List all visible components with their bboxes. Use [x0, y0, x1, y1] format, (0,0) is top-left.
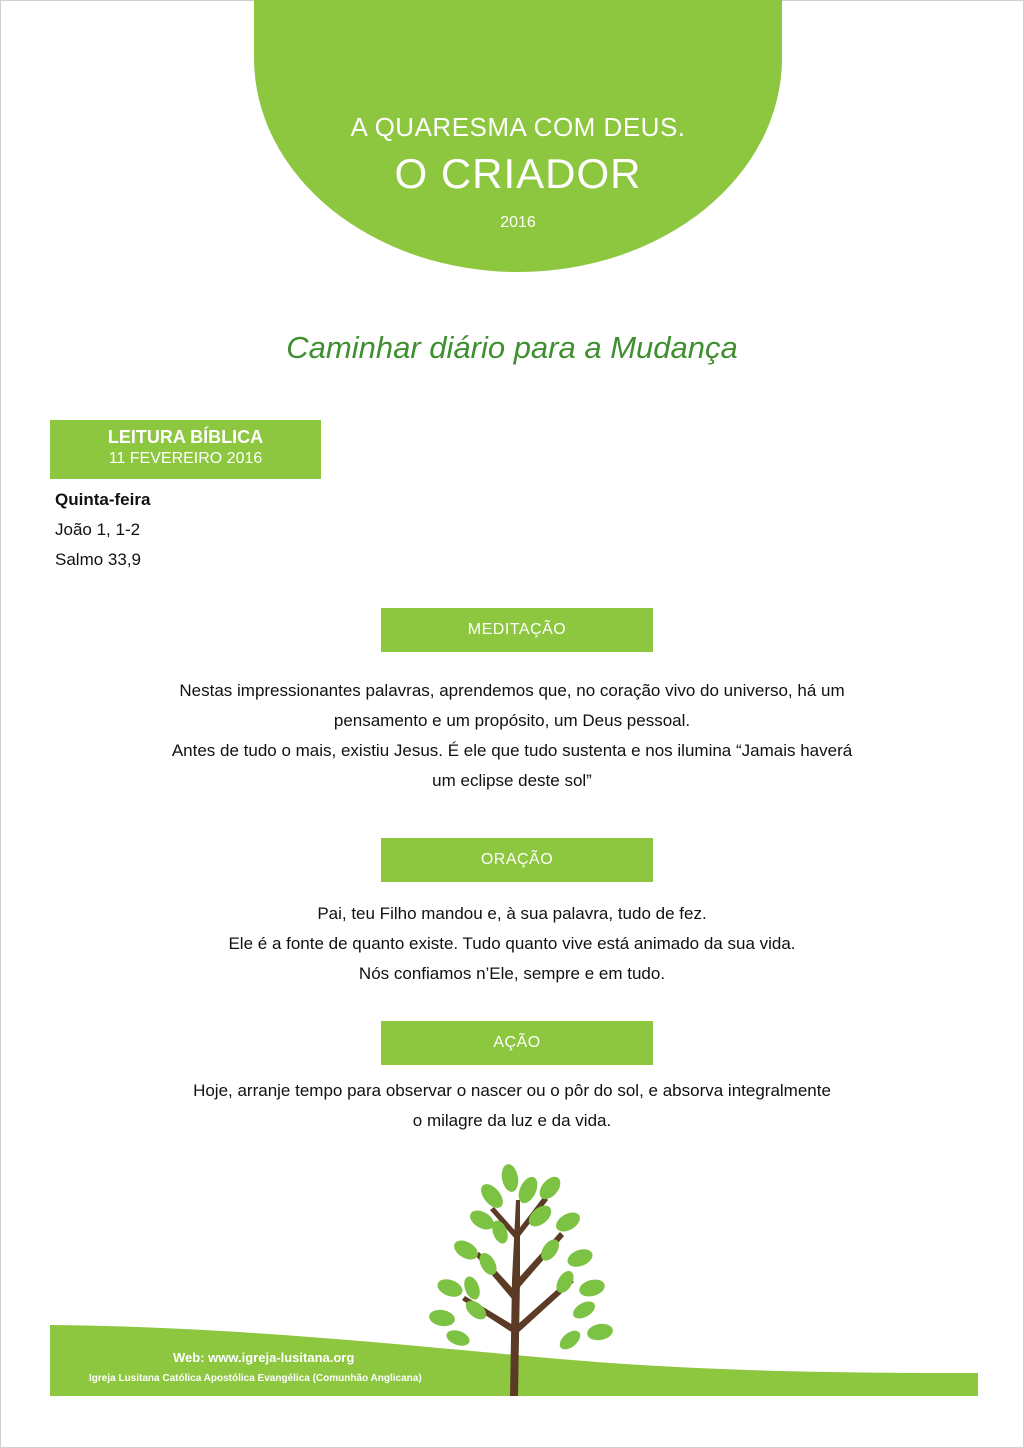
action-line: o milagre da luz e da vida.	[412, 1111, 612, 1130]
reading-reference: Salmo 33,9	[55, 550, 141, 569]
reading-title: LEITURA BÍBLICA	[107, 427, 264, 447]
meditation-header: MEDITAÇÃO	[381, 608, 653, 652]
reading-reference: João 1, 1-2	[55, 520, 141, 539]
reading-date: 11 FEVEREIRO 2016	[108, 450, 263, 467]
meditation-line: Antes de tudo o mais, existiu Jesus. É ele que tudo sustenta e nos ilumina “Jamais haverá	[171, 741, 853, 760]
meditation-line: Nestas impressionantes palavras, aprendemos que, no coração vivo do universo, há um	[179, 681, 845, 700]
header-title-line2: O CRIADOR	[394, 150, 642, 197]
action-text	[0, 1076, 1024, 1136]
header-title-line1: A QUARESMA COM DEUS.	[350, 112, 686, 142]
meditation-line: pensamento e um propósito, um Deus pessoal.	[333, 711, 691, 730]
tree-icon	[420, 1160, 620, 1396]
meditation-line: um eclipse deste sol”	[432, 771, 592, 790]
prayer-line: Ele é a fonte de quanto existe. Tudo quanto vive está animado da sua vida.	[228, 934, 796, 953]
reading-day: Quinta-feira	[55, 490, 151, 509]
prayer-header: ORAÇÃO	[381, 838, 653, 882]
page-subtitle: Caminhar diário para a Mudança	[286, 330, 738, 365]
reading-header-box	[50, 420, 321, 479]
footer-organization: Igreja Lusitana Católica Apostólica Evangélica (Comunhão Anglicana)	[89, 1373, 422, 1384]
footer-website: Web: www.igreja-lusitana.org	[173, 1350, 355, 1365]
action-header: AÇÃO	[381, 1021, 653, 1065]
header-year: 2016	[500, 214, 536, 231]
action-line: Hoje, arranje tempo para observar o nascer ou o pôr do sol, e absorva integralmente	[193, 1081, 831, 1100]
prayer-text	[0, 899, 1024, 989]
prayer-line: Nós confiamos n’Ele, sempre e em tudo.	[358, 964, 666, 983]
meditation-text	[0, 676, 1024, 796]
prayer-line: Pai, teu Filho mandou e, à sua palavra, tudo de fez.	[317, 904, 707, 923]
